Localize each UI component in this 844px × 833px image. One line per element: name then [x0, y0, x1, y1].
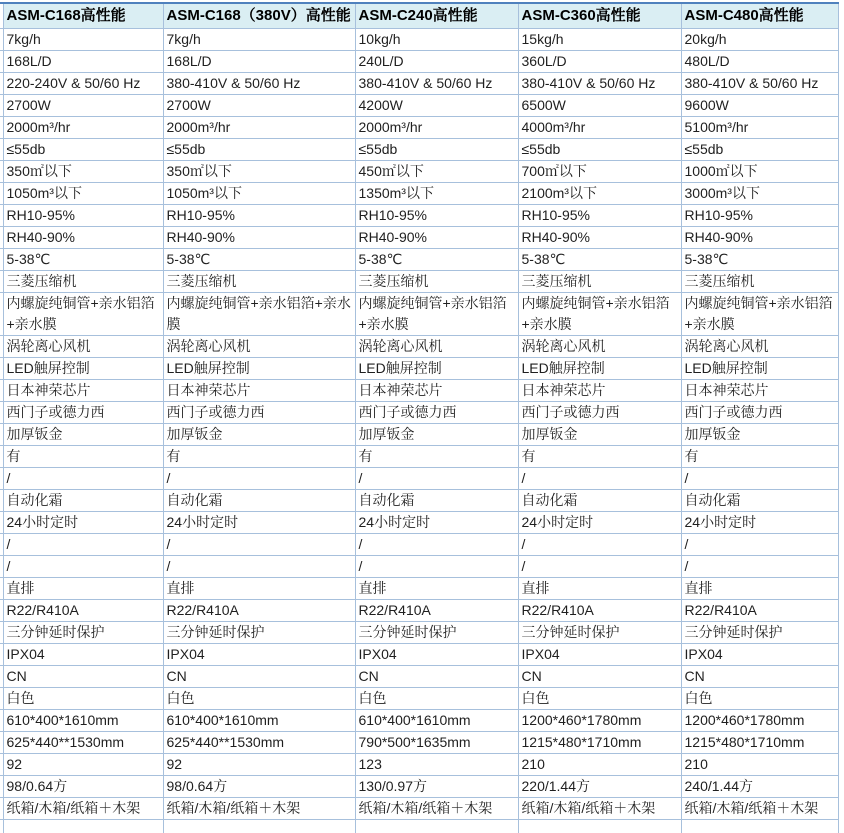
table-row: [0, 402, 838, 424]
column-header: ASM-C360高性能: [518, 3, 681, 29]
table-cell: 西门子或德力西: [518, 402, 681, 424]
table-cell: 5-38℃: [681, 249, 838, 271]
table-cell: 自动化霜: [163, 490, 355, 512]
table-cell: LED触屏控制: [518, 358, 681, 380]
table-cell: 西门子或德力西: [355, 402, 518, 424]
table-row: [0, 732, 838, 754]
table-cell: /: [518, 468, 681, 490]
table-cell: 直排: [355, 578, 518, 600]
table-cell: RH10-95%: [681, 205, 838, 227]
table-cell: RH40-90%: [518, 227, 681, 249]
table-cell: 220-240V & 50/60 Hz: [3, 73, 163, 95]
table-cell: 98/0.64方: [3, 776, 163, 798]
table-row: [0, 776, 838, 798]
table-cell: IPX04: [3, 644, 163, 666]
table-cell: 三菱压缩机: [518, 271, 681, 293]
table-cell: RH40-90%: [681, 227, 838, 249]
table-cell: 纸箱/木箱/纸箱＋木架: [681, 798, 838, 820]
table-cell: LED触屏控制: [681, 358, 838, 380]
table-cell: 9600W: [681, 95, 838, 117]
table-row: [0, 336, 838, 358]
table-cell: R22/R410A: [163, 600, 355, 622]
table-cell: 380-410V & 50/60 Hz: [163, 73, 355, 95]
table-cell: 白色: [3, 688, 163, 710]
table-cell: 210: [518, 754, 681, 776]
table-cell: 2000m³/hr: [355, 117, 518, 139]
table-cell: 涡轮离心风机: [681, 336, 838, 358]
table-cell: 内螺旋纯铜管+亲水铝箔+亲水膜: [355, 293, 518, 336]
table-cell: 5-38℃: [518, 249, 681, 271]
table-cell: IPX04: [681, 644, 838, 666]
table-row: [0, 534, 838, 556]
table-row: [0, 424, 838, 446]
table-row: [0, 710, 838, 732]
table-row: [0, 622, 838, 644]
table-cell: 2700W: [3, 95, 163, 117]
table-cell: /: [355, 556, 518, 578]
table-cell: [681, 820, 838, 833]
table-cell: 1215*480*1710mm: [518, 732, 681, 754]
table-cell: 自动化霜: [355, 490, 518, 512]
table-cell: 纸箱/木箱/纸箱＋木架: [163, 798, 355, 820]
table-row: [0, 512, 838, 534]
table-cell: 三分钟延时保护: [518, 622, 681, 644]
table-cell: 24小时定时: [3, 512, 163, 534]
table-cell: 1000㎡以下: [681, 161, 838, 183]
table-cell: 三菱压缩机: [681, 271, 838, 293]
table-cell: 加厚钣金: [355, 424, 518, 446]
table-row: [0, 139, 838, 161]
table-cell: 98/0.64方: [163, 776, 355, 798]
table-cell: 白色: [163, 688, 355, 710]
table-cell: 5100m³/hr: [681, 117, 838, 139]
table-cell: 24小时定时: [163, 512, 355, 534]
table-cell: 5-38℃: [3, 249, 163, 271]
table-cell: CN: [3, 666, 163, 688]
table-cell: 三分钟延时保护: [3, 622, 163, 644]
table-cell: 西门子或德力西: [163, 402, 355, 424]
table-cell: 380-410V & 50/60 Hz: [518, 73, 681, 95]
table-cell: 790*500*1635mm: [355, 732, 518, 754]
spec-table-header: [0, 3, 838, 29]
table-cell: 210: [681, 754, 838, 776]
table-cell: RH10-95%: [163, 205, 355, 227]
table-cell: IPX04: [163, 644, 355, 666]
table-cell: 有: [681, 446, 838, 468]
table-cell: 三分钟延时保护: [355, 622, 518, 644]
table-cell: 日本神荣芯片: [355, 380, 518, 402]
table-cell: /: [681, 534, 838, 556]
table-cell: ≤55db: [518, 139, 681, 161]
table-cell: 610*400*1610mm: [163, 710, 355, 732]
table-cell: 380-410V & 50/60 Hz: [355, 73, 518, 95]
table-cell: /: [518, 534, 681, 556]
table-row: [0, 51, 838, 73]
table-cell: 纸箱/木箱/纸箱＋木架: [3, 798, 163, 820]
table-cell: 西门子或德力西: [3, 402, 163, 424]
table-cell: 480L/D: [681, 51, 838, 73]
table-cell: RH10-95%: [3, 205, 163, 227]
table-cell: CN: [355, 666, 518, 688]
table-cell: 1050m³以下: [3, 183, 163, 205]
table-row: [0, 95, 838, 117]
table-cell: 700㎡以下: [518, 161, 681, 183]
table-cell: 625*440**1530mm: [3, 732, 163, 754]
table-cell: 2000m³/hr: [3, 117, 163, 139]
table-cell: 有: [355, 446, 518, 468]
table-row: [0, 183, 838, 205]
table-cell: 有: [518, 446, 681, 468]
table-cell: RH10-95%: [355, 205, 518, 227]
table-cell: 内螺旋纯铜管+亲水铝箔+亲水膜: [3, 293, 163, 336]
table-cell: 白色: [355, 688, 518, 710]
table-cell: R22/R410A: [3, 600, 163, 622]
column-header: ASM-C240高性能: [355, 3, 518, 29]
table-row: [0, 227, 838, 249]
table-cell: 2700W: [163, 95, 355, 117]
table-cell: CN: [163, 666, 355, 688]
table-cell: /: [3, 534, 163, 556]
table-cell: RH40-90%: [3, 227, 163, 249]
table-cell: 2100m³以下: [518, 183, 681, 205]
table-cell: 5-38℃: [163, 249, 355, 271]
table-cell: 168L/D: [163, 51, 355, 73]
table-cell: 5-38℃: [355, 249, 518, 271]
table-cell: ≤55db: [3, 139, 163, 161]
table-cell: 三分钟延时保护: [681, 622, 838, 644]
column-header: ASM-C168高性能: [3, 3, 163, 29]
table-cell: R22/R410A: [355, 600, 518, 622]
table-cell: IPX04: [518, 644, 681, 666]
table-cell: 130/0.97方: [355, 776, 518, 798]
table-row: [0, 798, 838, 820]
table-cell: 7kg/h: [3, 29, 163, 51]
table-cell: 直排: [681, 578, 838, 600]
table-cell: RH40-90%: [163, 227, 355, 249]
table-row: [0, 556, 838, 578]
table-cell: CN: [518, 666, 681, 688]
table-cell: 直排: [518, 578, 681, 600]
table-cell: /: [163, 534, 355, 556]
table-cell: CN: [681, 666, 838, 688]
table-cell: 有: [163, 446, 355, 468]
spec-table-body: [0, 29, 838, 833]
table-cell: 220/1.44方: [518, 776, 681, 798]
table-cell: ≤55db: [681, 139, 838, 161]
table-cell: /: [3, 468, 163, 490]
table-cell: /: [518, 556, 681, 578]
table-cell: 2000m³/hr: [163, 117, 355, 139]
table-cell: 350㎡以下: [3, 161, 163, 183]
table-cell: 自动化霜: [3, 490, 163, 512]
table-cell: 1200*460*1780mm: [518, 710, 681, 732]
table-row: [0, 271, 838, 293]
table-cell: /: [163, 556, 355, 578]
table-cell: 4000m³/hr: [518, 117, 681, 139]
table-cell: 三菱压缩机: [3, 271, 163, 293]
table-cell: [355, 820, 518, 833]
table-cell: 自动化霜: [681, 490, 838, 512]
table-cell: 白色: [681, 688, 838, 710]
table-cell: /: [681, 468, 838, 490]
table-cell: 24小时定时: [518, 512, 681, 534]
table-cell: /: [163, 468, 355, 490]
table-row: [0, 29, 838, 51]
table-cell: [3, 820, 163, 833]
table-row: [0, 490, 838, 512]
table-cell: 92: [3, 754, 163, 776]
table-cell: 24小时定时: [355, 512, 518, 534]
table-row: [0, 205, 838, 227]
table-cell: 日本神荣芯片: [681, 380, 838, 402]
table-cell: 直排: [3, 578, 163, 600]
spec-table: [0, 2, 839, 833]
column-header: ASM-C168（380V）高性能: [163, 3, 355, 29]
table-cell: [518, 820, 681, 833]
table-cell: 610*400*1610mm: [355, 710, 518, 732]
table-cell: 涡轮离心风机: [518, 336, 681, 358]
table-row: [0, 754, 838, 776]
table-cell: 内螺旋纯铜管+亲水铝箔+亲水膜: [518, 293, 681, 336]
table-cell: [163, 820, 355, 833]
table-cell: 625*440**1530mm: [163, 732, 355, 754]
table-cell: LED触屏控制: [163, 358, 355, 380]
table-row: [0, 468, 838, 490]
table-row: [0, 446, 838, 468]
clipped-partial-row: [0, 820, 838, 833]
table-cell: 涡轮离心风机: [355, 336, 518, 358]
table-row: [0, 161, 838, 183]
table-cell: 日本神荣芯片: [3, 380, 163, 402]
table-cell: LED触屏控制: [3, 358, 163, 380]
table-cell: 450㎡以下: [355, 161, 518, 183]
table-row: [0, 380, 838, 402]
table-cell: 7kg/h: [163, 29, 355, 51]
table-row: [0, 117, 838, 139]
table-cell: 直排: [163, 578, 355, 600]
table-cell: 三菱压缩机: [355, 271, 518, 293]
table-cell: ≤55db: [355, 139, 518, 161]
table-cell: 有: [3, 446, 163, 468]
table-cell: 240L/D: [355, 51, 518, 73]
table-cell: 加厚钣金: [163, 424, 355, 446]
table-cell: /: [681, 556, 838, 578]
table-cell: 内螺旋纯铜管+亲水铝箔+亲水膜: [163, 293, 355, 336]
table-cell: RH40-90%: [355, 227, 518, 249]
table-cell: 610*400*1610mm: [3, 710, 163, 732]
table-cell: 涡轮离心风机: [163, 336, 355, 358]
column-header: ASM-C480高性能: [681, 3, 838, 29]
table-cell: 日本神荣芯片: [163, 380, 355, 402]
table-cell: 92: [163, 754, 355, 776]
table-cell: 纸箱/木箱/纸箱＋木架: [518, 798, 681, 820]
table-cell: 240/1.44方: [681, 776, 838, 798]
table-cell: 24小时定时: [681, 512, 838, 534]
table-cell: 1050m³以下: [163, 183, 355, 205]
table-cell: 1200*460*1780mm: [681, 710, 838, 732]
table-cell: 三菱压缩机: [163, 271, 355, 293]
table-cell: 10kg/h: [355, 29, 518, 51]
table-cell: 自动化霜: [518, 490, 681, 512]
table-cell: 加厚钣金: [518, 424, 681, 446]
table-row: [0, 666, 838, 688]
table-cell: 加厚钣金: [681, 424, 838, 446]
table-cell: 123: [355, 754, 518, 776]
table-cell: /: [3, 556, 163, 578]
table-cell: ≤55db: [163, 139, 355, 161]
table-cell: 168L/D: [3, 51, 163, 73]
table-cell: RH10-95%: [518, 205, 681, 227]
table-cell: 三分钟延时保护: [163, 622, 355, 644]
table-cell: 3000m³以下: [681, 183, 838, 205]
table-cell: R22/R410A: [518, 600, 681, 622]
table-cell: 4200W: [355, 95, 518, 117]
header-row: [0, 3, 838, 29]
table-row: [0, 644, 838, 666]
table-cell: 加厚钣金: [3, 424, 163, 446]
table-cell: /: [355, 534, 518, 556]
table-cell: 20kg/h: [681, 29, 838, 51]
table-cell: 360L/D: [518, 51, 681, 73]
table-row: [0, 688, 838, 710]
table-row: [0, 249, 838, 271]
table-cell: 15kg/h: [518, 29, 681, 51]
table-cell: 6500W: [518, 95, 681, 117]
table-row: [0, 578, 838, 600]
table-cell: 内螺旋纯铜管+亲水铝箔+亲水膜: [681, 293, 838, 336]
table-cell: 西门子或德力西: [681, 402, 838, 424]
table-row: [0, 600, 838, 622]
table-cell: 380-410V & 50/60 Hz: [681, 73, 838, 95]
table-cell: LED触屏控制: [355, 358, 518, 380]
table-row: [0, 293, 838, 336]
table-cell: 白色: [518, 688, 681, 710]
table-cell: 350㎡以下: [163, 161, 355, 183]
table-cell: 1350m³以下: [355, 183, 518, 205]
table-cell: IPX04: [355, 644, 518, 666]
table-cell: 日本神荣芯片: [518, 380, 681, 402]
table-row: [0, 73, 838, 95]
table-cell: R22/R410A: [681, 600, 838, 622]
table-cell: 纸箱/木箱/纸箱＋木架: [355, 798, 518, 820]
table-cell: 涡轮离心风机: [3, 336, 163, 358]
table-row: [0, 358, 838, 380]
table-cell: 1215*480*1710mm: [681, 732, 838, 754]
table-cell: /: [355, 468, 518, 490]
